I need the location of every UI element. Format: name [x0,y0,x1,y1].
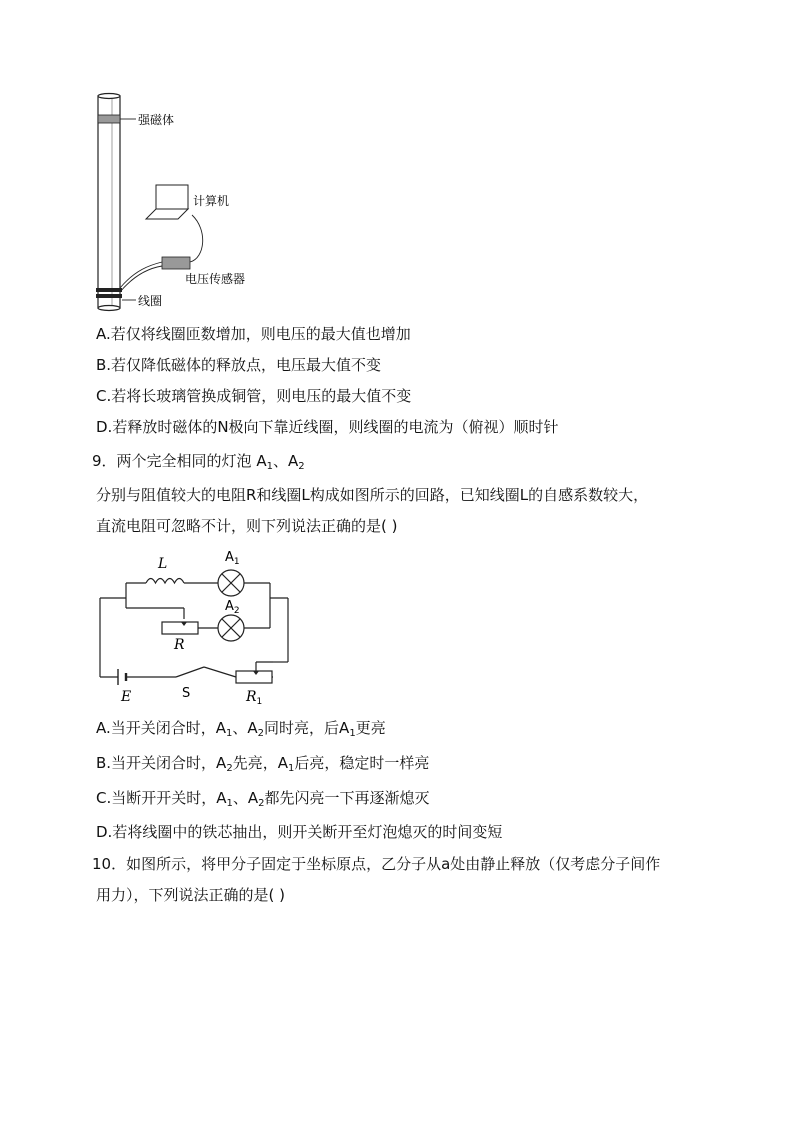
q9-option-d: D.若将线圈中的铁芯抽出，则开关断开至灯泡熄灭的时间变短 [96,823,503,841]
inductor-label: L [158,556,168,572]
q9-bulb-sub1: 1 [266,461,273,472]
bulb-a2-icon [218,615,244,641]
rheostat-r1-shape [236,671,272,683]
bulb-a2-letter: A [225,599,234,614]
bulb-a1-letter: A [225,550,234,565]
q9-title [92,450,305,478]
q9-c-s2: 2 [258,798,265,809]
q9-a-s3: 1 [349,728,356,739]
q9-a-s1: 1 [226,728,233,739]
q8-option-a: A.若仅将线圈匝数增加，则电压的最大值也增加 [96,325,411,343]
q9-title-text: 9．两个完全相同的灯泡 [92,452,252,470]
q9-c-pre: C.当断开开关时，A [96,789,227,807]
q9-option-a [96,717,386,745]
q9-c-mid: 、A [232,789,259,807]
magnet-label: 强磁体 [138,113,175,127]
q9-a-pre: A.当开关闭合时，A [96,719,227,737]
q9-stem-line1: 分别与阻值较大的电阻R和线圈L构成如图所示的回路，已知线圈L的自感系数较大， [96,486,649,504]
rheostat-r1-sub: 1 [256,697,263,707]
q8-option-b: B.若仅降低磁体的释放点，电压最大值不变 [96,356,382,374]
glass-tube [98,94,120,309]
q9-stem-line2: 直流电阻可忽略不计，则下列说法正确的是( ) [96,517,398,535]
bulb-a2-sub: 2 [233,606,240,616]
q9-option-c [96,787,430,815]
q9-a-mid2: 同时亮，后A [264,719,350,737]
bulb-a1-icon [218,570,244,596]
q9-c-post: 都先闪亮一下再逐渐熄灭 [264,789,430,807]
magnet-shape [98,115,120,123]
q9-b-pre: B.当开关闭合时，A [96,754,227,772]
q9-a-s2: 2 [257,728,265,739]
q9-bulb-sub2: 2 [298,461,305,472]
coil-label: 线圈 [138,294,163,308]
q9-bulb-sep: 、 [272,452,288,470]
rheostat-r1-letter: R [246,689,257,705]
q9-option-b [96,752,429,780]
q9-b-post: 后亮，稳定时一样亮 [294,754,430,772]
q9-b-s1: 2 [226,763,233,774]
circuit-diagram [94,543,304,708]
tube-experiment-figure [80,90,280,315]
q10-line1: 10．如图所示，将甲分子固定于坐标原点，乙分子从a处由静止释放（仅考虑分子间作 [92,855,661,873]
sensor-label: 电压传感器 [185,272,246,286]
bulb-a1-sub: 1 [233,557,240,567]
laptop-icon [146,185,188,219]
q9-b-s2: 1 [287,763,295,774]
q8-option-d: D.若释放时磁体的N极向下靠近线圈，则线圈的电流为（俯视）顺时针 [96,418,559,436]
q9-a-mid: 、A [232,719,258,737]
switch-label: S [182,686,191,701]
bulb-a2-label [225,599,240,616]
voltage-sensor-shape [162,257,190,269]
q9-bulb-a: A [256,452,267,470]
rheostat-r1-label [245,689,262,707]
switch-icon [176,667,204,677]
computer-label: 计算机 [193,194,230,208]
resistor-r-shape [162,622,198,634]
q9-b-mid: 先亮，A [232,754,288,772]
battery-label: E [121,689,132,705]
q10-line2: 用力），下列说法正确的是( ) [96,886,285,904]
resistor-r-label: R [174,637,185,653]
q9-a-post: 更亮 [355,719,386,737]
q8-option-c: C.若将长玻璃管换成铜管，则电压的最大值不变 [96,387,412,405]
bulb-a1-label [225,550,240,567]
q9-bulb-a2: A [287,452,299,470]
inductor-shape [146,579,184,584]
q9-c-s1: 1 [226,798,233,809]
battery-icon [118,669,126,685]
